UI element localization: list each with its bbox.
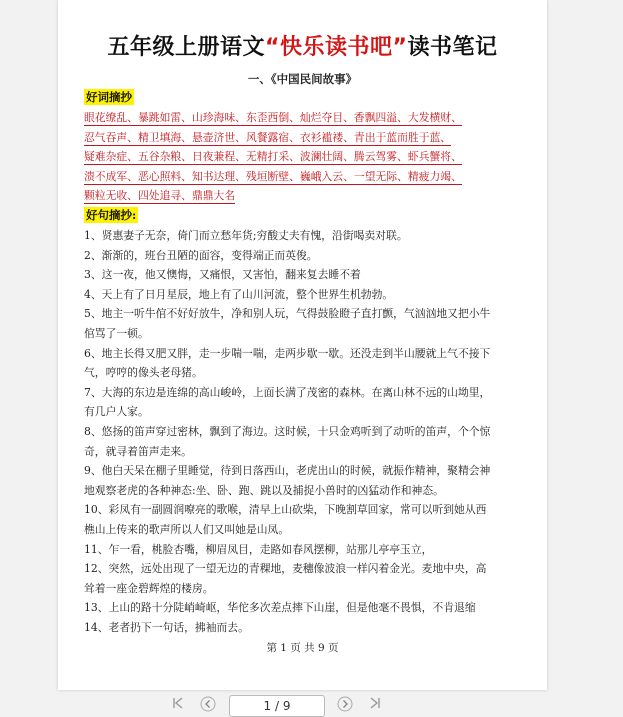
title-part-grade: 五年级上册语文 [107, 35, 266, 60]
sentence-line: 12、突然，远处出现了一望无边的青稞地，麦穗像波浪一样闪着金光。麦地中央，高 [84, 562, 487, 576]
next-page-icon[interactable] [337, 696, 353, 712]
sentence-line: 3、这一夜，他又懊悔，又痛恨，又害怕，翻来复去睡不着 [84, 268, 361, 282]
section-heading: 一、《中国民间故事》 [247, 72, 358, 86]
sentence-line: 樵山上传来的歌声所以人们又叫她是山凤。 [84, 522, 290, 536]
sentence-line: 11、乍一看，桃脸杏嘴，柳眉凤目，走路如春风摆柳，站那儿亭亭玉立， [84, 542, 433, 556]
first-page-icon[interactable] [170, 696, 186, 712]
sentence-line: 9、他白天呆在棚子里睡觉，待到日落西山，老虎出山的时候，就振作精神，聚精会神 [84, 464, 491, 478]
sentence-line: 地观察老虎的各种神态:坐、卧、跑、跳以及捕捉小兽时的凶猛动作和神态。 [84, 483, 444, 497]
sentence-line: 耸着一座金碧辉煌的楼房。 [84, 581, 214, 595]
sentence-line: 8、悠扬的笛声穿过密林，飘到了海边。这时候，十只金鸡听到了动听的笛声，个个惊 [84, 424, 491, 438]
title-part-activity: “快乐读书吧” [265, 35, 408, 60]
good-words-line: 忍气吞声、精卫填海、悬壶济世、风餐露宿、衣衫褴褛、青出于蓝而胜于蓝、 [84, 130, 452, 144]
page-number-input[interactable]: 1 / 9 [229, 695, 325, 717]
good-words-label: 好词摘抄 [86, 90, 132, 104]
document-page [58, 0, 547, 690]
good-words-line: 疑难杂症、五谷杂粮、日夜兼程、无精打采、波澜壮阔、腾云驾雾、虾兵蟹将、 [84, 150, 462, 164]
sentence-line: 13、上山的路十分陡峭崎岖，华佗多次差点摔下山崖，但是他毫不畏惧，不肯退缩 [84, 601, 476, 615]
viewer-nav-bar [0, 690, 623, 713]
good-sentences-label: 好句摘抄: [86, 208, 137, 222]
good-sentences-list [84, 226, 524, 637]
sentence-line: 奇，就寻着笛声走来。 [84, 444, 192, 458]
sentence-line: 6、地主长得又肥又胖，走一步喘一喘，走两步歇一歇。还没走到半山腰就上气不接下 [84, 346, 491, 360]
sentence-line: 10、彩凤有一副圆润嘹亮的歌喉，清早上山砍柴，下晚割草回家，常可以听到她从西 [84, 503, 487, 517]
sentence-line: 7、大海的东边是连绵的高山峻岭，上面长满了茂密的森林。在离山林不远的山坳里， [84, 385, 491, 399]
title-part-notes: 读书笔记 [407, 35, 498, 60]
sentence-line: 1、贤惠妻子无奈，倚门而立愁年货;穷酸丈夫有愧，沿街喝卖对联。 [84, 229, 408, 242]
sentence-line: 14、老者扔下一句话，拂袖而去。 [84, 620, 249, 634]
sentence-line: 4、天上有了日月星辰，地上有了山川河流，整个世界生机勃勃。 [84, 287, 394, 301]
prev-page-icon[interactable] [200, 696, 216, 712]
sentence-line: 倌骂了一顿。 [84, 326, 149, 340]
sentence-line: 气，哼哼的像头老母猪。 [84, 366, 203, 380]
good-words-line: 颗粒无收、四处追寻、鼎鼎大名 [84, 189, 236, 203]
good-words-list [84, 108, 524, 206]
page-title [58, 30, 547, 61]
sentence-line: 5、地主一听牛倌不好好放牛，净和别人玩，气得鼓脸瞪子直打颤，气汹汹地又把小牛 [84, 307, 491, 321]
page-number-footer: 第 1 页 共 9 页 [266, 642, 339, 654]
good-words-line: 眼花缭乱、暴跳如雷、山珍海味、东歪西倒、灿烂夺目、香飘四溢、大发横财、 [84, 111, 462, 124]
last-page-icon[interactable] [367, 696, 383, 712]
good-words-line: 溃不成军、恶心照料、知书达理、残垣断壁、巍峨入云、一望无际、精疲力竭、 [84, 169, 462, 183]
sentence-line: 2、渐渐的，班台丑陋的面容，变得端正而英俊。 [84, 248, 318, 262]
sentence-line: 有几户人家。 [84, 405, 149, 419]
